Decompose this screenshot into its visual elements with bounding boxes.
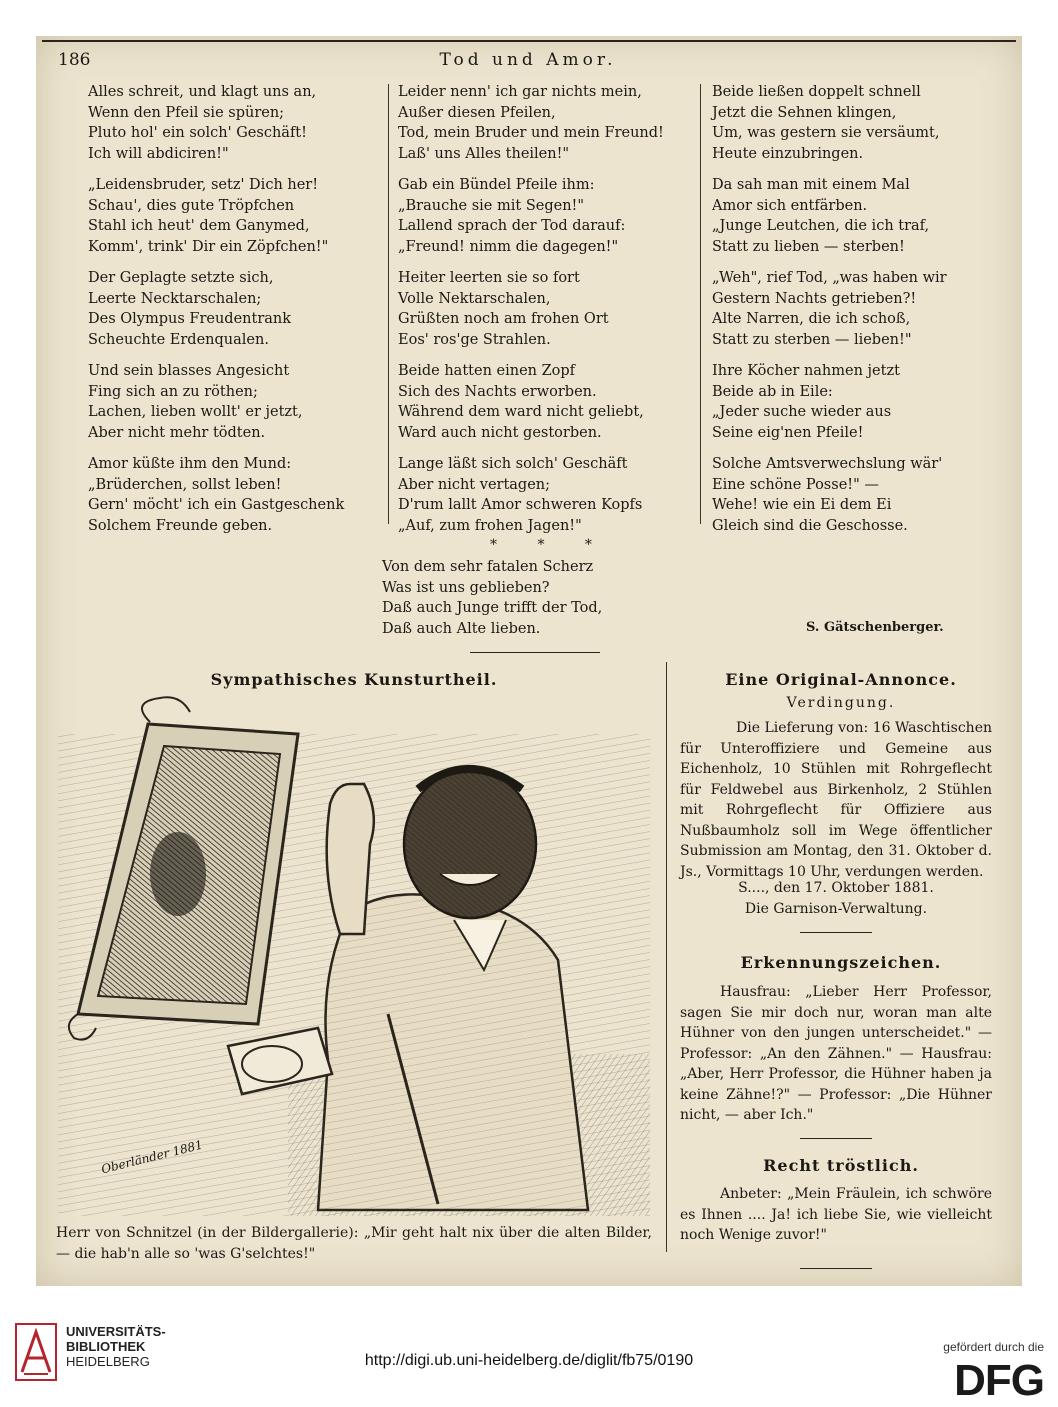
poem-line: Und sein blasses Angesicht xyxy=(88,363,290,379)
recht-heading: Recht tröstlich. xyxy=(763,1156,919,1175)
poem-line: Alles schreit, und klagt uns an, xyxy=(88,84,317,100)
poem-line: Da sah man mit einem Mal xyxy=(712,177,910,193)
poem-line: „Weh", rief Tod, „was haben wir xyxy=(712,270,947,286)
poem-line: Aber nicht mehr tödten. xyxy=(88,424,266,441)
poem-line: Eos' ros'ge Strahlen. xyxy=(398,331,551,348)
poem-line: Amor sich entfärben. xyxy=(712,197,868,214)
poem-stanza xyxy=(398,175,678,257)
poem-line: Fing sich an zu röthen; xyxy=(88,383,258,400)
erkennung-body: Hausfrau: „Lieber Herr Professor, sagen Sie mir doch nur, woran man alte Hühner von den jungen unterscheidet." — Professor: „An den Zähnen." — Hausfrau: „Aber, Herr Professor, die Hühner haben ja keine Zähne!?" — Professor: „Die Hühner nicht, — aber Ich." xyxy=(680,984,992,1123)
poem-line: Gab ein Bündel Pfeile ihm: xyxy=(398,177,595,193)
poem-line: Seine eig'nen Pfeile! xyxy=(712,424,864,441)
section-rule xyxy=(800,1268,872,1269)
poem-line: Lachen, lieben wollt' er jetzt, xyxy=(88,404,303,420)
footer-bar xyxy=(0,1300,1058,1407)
cartoon-heading: Sympathisches Kunsturtheil. xyxy=(210,670,498,689)
column-divider xyxy=(700,84,701,524)
poem-stanza xyxy=(88,454,378,536)
poem-line: Grüßten noch am frohen Ort xyxy=(398,311,609,327)
poem-column-3 xyxy=(712,82,1002,547)
section-rule xyxy=(470,652,600,653)
annonce-body: Die Lieferung von: 16 Waschtischen für Unteroffiziere und Gemeine aus Eichenholz, 10 Stühlen mit Rohrgeflecht für Feldwebel aus Birkenholz, 2 Stühlen mit Rohrgeflecht für Offiziere aus Nußbaumholz soll im Wege öffentlicher Submission am Montag, den 31. Oktober d. Js., Vormittags 10 Uhr, verdungen werden. xyxy=(680,720,992,880)
annonce-heading: Eine Original-Annonce. xyxy=(725,670,957,689)
poem-author: S. Gätschenberger. xyxy=(806,620,944,635)
poem-stanza xyxy=(712,361,1002,443)
cartoon-caption: Herr von Schnitzel (in der Bildergallerie): „Mir geht halt nix über die alten Bilder, — die hab'n alle so 'was G'selchtes!" xyxy=(56,1225,652,1262)
poem-line: Eine schöne Posse!" — xyxy=(712,476,879,493)
library-name-line: UNIVERSITÄTS- xyxy=(66,1324,166,1339)
annonce-subheading: Verdingung. xyxy=(786,695,896,711)
poem-line: „Leidensbruder, setz' Dich her! xyxy=(88,177,319,193)
poem-final-stanza xyxy=(382,557,702,639)
poem-line: Tod, mein Bruder und mein Freund! xyxy=(398,125,664,141)
poem-line: Beide hatten einen Zopf xyxy=(398,363,576,379)
poem-line: Leerte Necktarschalen; xyxy=(88,290,262,307)
section-rule xyxy=(800,932,872,933)
poem-stanza xyxy=(88,175,378,257)
section-stars: * * * xyxy=(490,537,610,553)
poem-line: „Jeder suche wieder aus xyxy=(712,404,892,420)
section-rule xyxy=(800,1138,872,1139)
poem-line: Beide ab in Eile: xyxy=(712,383,833,400)
poem-line: „Auf, zum frohen Jagen!" xyxy=(398,517,582,534)
poem-line: Aber nicht vertagen; xyxy=(398,476,551,493)
poem-line: Ich will abdiciren!" xyxy=(88,145,229,162)
poem-line: Beide ließen doppelt schnell xyxy=(712,84,921,100)
poem-line: Wenn den Pfeil sie spüren; xyxy=(88,104,285,121)
poem-stanza xyxy=(398,268,678,350)
poem-line: Leider nenn' ich gar nichts mein, xyxy=(398,84,642,100)
poem-stanza xyxy=(88,82,378,164)
poem-line: Von dem sehr fatalen Scherz xyxy=(382,559,594,575)
poem-line: Scheuchte Erdenqualen. xyxy=(88,331,269,348)
poem-line: „Freund! nimm die dagegen!" xyxy=(398,238,619,255)
library-name-line: BIBLIOTHEK xyxy=(66,1339,146,1354)
poem-line: Gestern Nachts getrieben?! xyxy=(712,290,917,307)
artist-signature: Oberländer 1881 xyxy=(99,1137,205,1177)
poem-line: Ihre Köcher nahmen jetzt xyxy=(712,363,900,379)
poem-column-1 xyxy=(88,82,378,547)
poem-line: Gern' möcht' ich ein Gastgeschenk xyxy=(88,497,345,513)
poem-line: Solchem Freunde geben. xyxy=(88,517,273,534)
poem-line: Daß auch Alte lieben. xyxy=(382,620,541,637)
poem-stanza xyxy=(712,82,1002,164)
poem-line: Amor küßte ihm den Mund: xyxy=(88,456,292,472)
poem-column-2 xyxy=(398,82,678,547)
cartoon-illustration xyxy=(58,694,650,1216)
poem-line: Lange läßt sich solch' Geschäft xyxy=(398,456,628,472)
poem-stanza xyxy=(712,268,1002,350)
poem-stanza xyxy=(88,361,378,443)
top-border-rule xyxy=(42,40,1016,42)
poem-stanza xyxy=(88,268,378,350)
dfg-logo: DFG xyxy=(954,1356,1044,1405)
poem-line: Gleich sind die Geschosse. xyxy=(712,517,908,534)
funding-note: gefördert durch die xyxy=(943,1340,1044,1354)
permalink-url[interactable]: http://digi.ub.uni-heidelberg.de/diglit/fb75/0190 xyxy=(364,1352,694,1369)
poem-line: „Junge Leutchen, die ich traf, xyxy=(712,218,930,234)
running-header xyxy=(58,50,998,74)
poem-stanza xyxy=(398,82,678,164)
poem-line: Statt zu sterben — lieben!" xyxy=(712,331,912,348)
column-divider xyxy=(666,662,667,1252)
erkennung-heading: Erkennungszeichen. xyxy=(740,953,942,972)
poem-line: Komm', trink' Dir ein Zöpfchen!" xyxy=(88,238,329,255)
poem-line: Während dem ward nicht geliebt, xyxy=(398,404,644,420)
poem-line: D'rum lallt Amor schweren Kopfs xyxy=(398,497,643,513)
poem-line: Sich des Nachts erworben. xyxy=(398,383,597,400)
poem-line: Was ist uns geblieben? xyxy=(382,579,550,596)
poem-line: Stahl ich heut' dem Ganymed, xyxy=(88,218,310,234)
column-divider xyxy=(388,84,389,524)
poem-stanza xyxy=(398,454,678,536)
poem-line: Pluto hol' ein solch' Geschäft! xyxy=(88,125,307,141)
poem-stanza xyxy=(398,361,678,443)
poem-line: Außer diesen Pfeilen, xyxy=(398,104,556,121)
poem-line: Des Olympus Freudentrank xyxy=(88,311,292,327)
poem-line: Heiter leerten sie so fort xyxy=(398,270,580,286)
poem-line: Volle Nektarschalen, xyxy=(398,290,551,307)
library-name-line: HEIDELBERG xyxy=(66,1354,150,1369)
running-title: Tod und Amor. xyxy=(439,50,617,70)
poem-line: Jetzt die Sehnen klingen, xyxy=(712,104,897,121)
poem-line: Ward auch nicht gestorben. xyxy=(398,424,602,441)
poem-line: Heute einzubringen. xyxy=(712,145,864,162)
poem-line: Um, was gestern sie versäumt, xyxy=(712,125,940,141)
poem-stanza xyxy=(712,175,1002,257)
poem-line: Der Geplagte setzte sich, xyxy=(88,270,274,286)
annonce-signature: Die Garnison-Verwaltung. xyxy=(744,901,928,917)
poem-line: Daß auch Junge trifft der Tod, xyxy=(382,600,603,616)
poem-line: Lallend sprach der Tod darauf: xyxy=(398,218,626,234)
page-number: 186 xyxy=(58,50,91,70)
poem-line: Alte Narren, die ich schoß, xyxy=(712,311,911,327)
poem-stanza xyxy=(712,454,1002,536)
poem-line: Statt zu lieben — sterben! xyxy=(712,238,905,255)
poem-line: Schau', dies gute Tröpfchen xyxy=(88,197,295,214)
poem-line: Wehe! wie ein Ei dem Ei xyxy=(712,497,892,513)
poem-line: Laß' uns Alles theilen!" xyxy=(398,145,570,162)
poem-line: „Brauche sie mit Segen!" xyxy=(398,197,585,214)
recht-body: Anbeter: „Mein Fräulein, ich schwöre es Ihnen .... Ja! ich liebe Sie, wie vielleicht noch Wenige zuvor!" xyxy=(680,1186,992,1243)
poem-line: Solche Amtsverwechslung wär' xyxy=(712,456,943,472)
annonce-date: S...., den 17. Oktober 1881. xyxy=(738,880,934,896)
poem-line: „Brüderchen, sollst leben! xyxy=(88,476,282,493)
